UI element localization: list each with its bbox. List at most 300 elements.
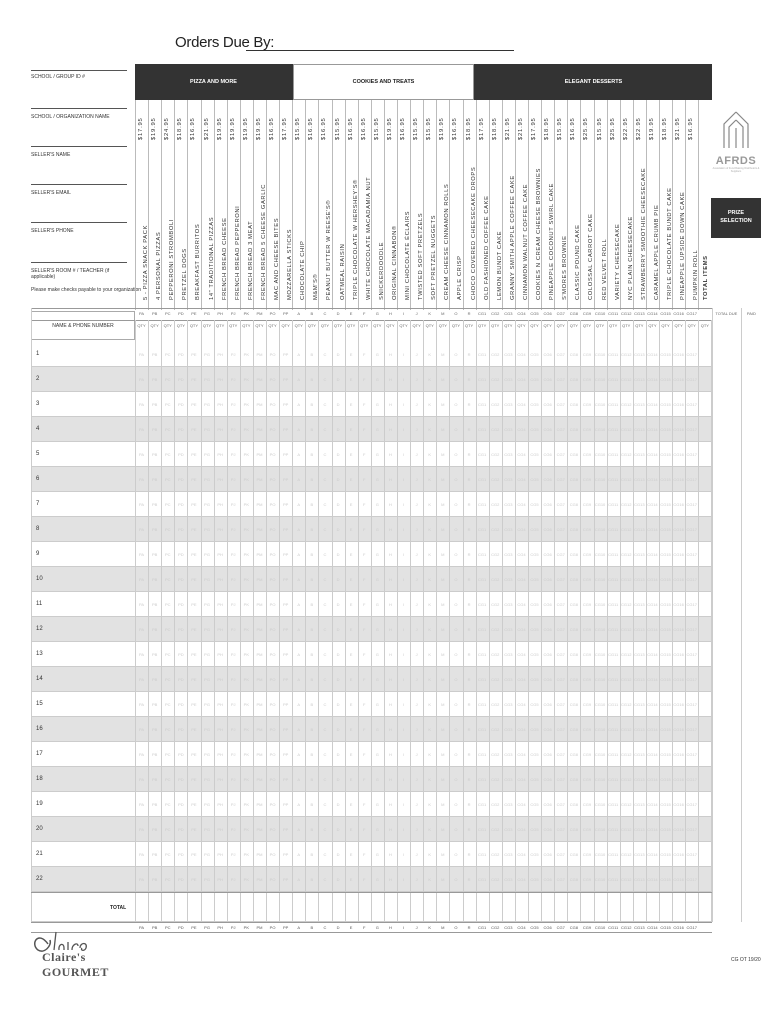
qty-cell[interactable]: K <box>428 501 432 507</box>
qty-cell[interactable]: PD <box>178 801 184 807</box>
qty-cell[interactable]: I <box>402 876 405 882</box>
qty-cell[interactable]: M <box>441 551 445 557</box>
qty-cell[interactable]: PK <box>243 701 250 707</box>
qty-cell[interactable]: PD <box>178 626 184 632</box>
qty-cell[interactable]: CG11 <box>608 601 619 607</box>
qty-cell[interactable]: PJ <box>230 351 236 357</box>
qty-cell[interactable]: PP <box>282 476 289 482</box>
qty-cell[interactable]: CG15 <box>660 376 671 382</box>
qty-cell[interactable]: PP <box>282 876 289 882</box>
qty-cell[interactable]: CG13 <box>634 751 645 757</box>
qty-cell[interactable]: CG17 <box>686 826 697 832</box>
qty-cell[interactable]: R <box>467 501 471 507</box>
qty-cell[interactable]: H <box>388 876 392 882</box>
qty-cell[interactable]: PD <box>178 501 184 507</box>
qty-cell[interactable]: PO <box>269 451 276 457</box>
qty-cell[interactable]: CG7 <box>556 776 565 782</box>
qty-cell[interactable]: PC <box>164 576 171 582</box>
qty-cell[interactable]: H <box>388 426 392 432</box>
qty-cell[interactable]: CG8 <box>569 776 578 782</box>
qty-cell[interactable]: PK <box>243 826 250 832</box>
qty-cell[interactable]: PK <box>243 426 250 432</box>
qty-cell[interactable]: CG11 <box>608 626 619 632</box>
seller-email-field[interactable] <box>31 184 127 185</box>
qty-cell[interactable]: D <box>336 401 340 407</box>
qty-cell[interactable]: CG12 <box>621 726 632 732</box>
qty-cell[interactable]: CG4 <box>517 451 526 457</box>
qty-cell[interactable]: PD <box>178 351 184 357</box>
qty-cell[interactable]: C <box>323 401 327 407</box>
qty-cell[interactable]: R <box>467 626 471 632</box>
qty-cell[interactable]: PJ <box>230 376 236 382</box>
qty-cell[interactable]: CG6 <box>543 526 552 532</box>
qty-cell[interactable]: A <box>297 426 301 432</box>
qty-cell[interactable]: CG2 <box>491 651 500 657</box>
qty-cell[interactable]: PH <box>217 676 223 682</box>
qty-cell[interactable]: E <box>349 876 353 882</box>
qty-cell[interactable]: H <box>388 451 392 457</box>
qty-cell[interactable]: F <box>363 501 366 507</box>
qty-cell[interactable]: A <box>297 601 301 607</box>
qty-cell[interactable]: CG5 <box>530 801 539 807</box>
qty-cell[interactable]: CG9 <box>582 751 592 757</box>
qty-cell[interactable]: CG1 <box>478 801 487 807</box>
qty-cell[interactable]: PB <box>151 476 158 482</box>
qty-cell[interactable]: K <box>428 476 432 482</box>
qty-cell[interactable]: CG17 <box>686 626 697 632</box>
qty-cell[interactable]: CG7 <box>556 576 565 582</box>
qty-cell[interactable]: A <box>297 476 301 482</box>
qty-cell[interactable]: PA <box>139 501 145 507</box>
qty-cell[interactable]: CG1 <box>478 526 487 532</box>
qty-cell[interactable]: CG4 <box>517 551 526 557</box>
qty-cell[interactable]: E <box>349 751 353 757</box>
qty-cell[interactable]: CG11 <box>608 426 619 432</box>
qty-cell[interactable]: CG10 <box>594 626 606 632</box>
qty-cell[interactable]: PG <box>204 876 210 882</box>
qty-cell[interactable]: G <box>375 476 379 482</box>
qty-cell[interactable]: PG <box>204 476 210 482</box>
qty-cell[interactable]: PO <box>269 776 276 782</box>
qty-cell[interactable]: F <box>363 751 366 757</box>
qty-cell[interactable]: CG3 <box>504 351 513 357</box>
qty-cell[interactable]: R <box>467 601 471 607</box>
qty-cell[interactable]: CG17 <box>686 451 697 457</box>
qty-cell[interactable]: PP <box>282 526 289 532</box>
qty-cell[interactable]: PK <box>243 526 250 532</box>
qty-cell[interactable]: PO <box>269 751 276 757</box>
qty-cell[interactable]: I <box>402 426 405 432</box>
qty-cell[interactable]: G <box>375 501 379 507</box>
qty-cell[interactable]: R <box>467 426 471 432</box>
qty-cell[interactable]: D <box>336 651 340 657</box>
qty-cell[interactable]: CG13 <box>634 551 645 557</box>
qty-cell[interactable]: CG7 <box>556 501 565 507</box>
qty-cell[interactable]: CG2 <box>491 401 500 407</box>
qty-cell[interactable]: PA <box>139 801 145 807</box>
qty-cell[interactable]: I <box>402 451 405 457</box>
qty-cell[interactable]: M <box>441 826 445 832</box>
qty-cell[interactable]: CG7 <box>556 876 565 882</box>
qty-cell[interactable]: CG13 <box>634 851 645 857</box>
qty-cell[interactable]: CG7 <box>556 351 565 357</box>
qty-cell[interactable]: CG13 <box>634 776 645 782</box>
qty-cell[interactable]: K <box>428 426 432 432</box>
qty-cell[interactable]: CG17 <box>686 401 697 407</box>
qty-cell[interactable]: CG4 <box>517 601 526 607</box>
qty-cell[interactable]: CG16 <box>673 576 684 582</box>
qty-cell[interactable]: PA <box>139 476 145 482</box>
qty-cell[interactable]: CG8 <box>569 401 578 407</box>
qty-cell[interactable]: CG12 <box>621 626 632 632</box>
qty-cell[interactable]: O <box>454 526 458 532</box>
qty-cell[interactable]: R <box>467 376 471 382</box>
qty-cell[interactable]: G <box>375 376 379 382</box>
seller-phone-field[interactable] <box>31 222 127 223</box>
qty-cell[interactable]: D <box>336 726 340 732</box>
qty-cell[interactable]: H <box>388 701 392 707</box>
qty-cell[interactable]: PP <box>282 451 289 457</box>
qty-cell[interactable]: G <box>375 876 379 882</box>
qty-cell[interactable]: CG17 <box>686 351 697 357</box>
qty-cell[interactable]: CG9 <box>582 576 592 582</box>
qty-cell[interactable]: CG6 <box>543 576 552 582</box>
qty-cell[interactable]: CG10 <box>594 376 606 382</box>
qty-cell[interactable]: PB <box>151 726 158 732</box>
qty-cell[interactable]: PO <box>269 426 276 432</box>
qty-cell[interactable]: CG9 <box>582 801 592 807</box>
qty-cell[interactable]: CG11 <box>608 876 619 882</box>
qty-cell[interactable]: PA <box>139 401 145 407</box>
qty-cell[interactable]: CG14 <box>647 876 658 882</box>
qty-cell[interactable]: PB <box>151 451 158 457</box>
qty-cell[interactable]: O <box>454 751 458 757</box>
qty-cell[interactable]: C <box>323 551 327 557</box>
seller-room-field[interactable] <box>31 262 127 263</box>
qty-cell[interactable]: D <box>336 676 340 682</box>
qty-cell[interactable]: H <box>388 801 392 807</box>
qty-cell[interactable]: CG17 <box>686 726 697 732</box>
qty-cell[interactable]: O <box>454 401 458 407</box>
seller-name-field[interactable] <box>31 146 127 147</box>
qty-cell[interactable]: CG16 <box>673 776 684 782</box>
qty-cell[interactable]: CG9 <box>582 601 592 607</box>
qty-cell[interactable]: PD <box>178 401 184 407</box>
qty-cell[interactable]: CG4 <box>517 426 526 432</box>
qty-cell[interactable]: CG1 <box>478 476 487 482</box>
qty-cell[interactable]: F <box>363 726 366 732</box>
qty-cell[interactable]: A <box>297 726 301 732</box>
qty-cell[interactable]: M <box>441 576 445 582</box>
qty-cell[interactable]: CG1 <box>478 426 487 432</box>
qty-cell[interactable]: CG3 <box>504 551 513 557</box>
qty-cell[interactable]: PH <box>217 876 223 882</box>
qty-cell[interactable]: B <box>310 751 314 757</box>
qty-cell[interactable]: E <box>349 351 353 357</box>
qty-cell[interactable]: CG6 <box>543 876 552 882</box>
qty-cell[interactable]: PJ <box>230 526 236 532</box>
qty-cell[interactable]: CG13 <box>634 401 645 407</box>
qty-cell[interactable]: CG14 <box>647 376 658 382</box>
qty-cell[interactable]: I <box>402 651 405 657</box>
qty-cell[interactable]: PM <box>256 376 263 382</box>
qty-cell[interactable]: CG3 <box>504 726 513 732</box>
qty-cell[interactable]: CG10 <box>594 801 606 807</box>
qty-cell[interactable]: B <box>310 626 314 632</box>
qty-cell[interactable]: J <box>415 826 418 832</box>
qty-cell[interactable]: CG1 <box>478 676 487 682</box>
qty-cell[interactable]: K <box>428 876 432 882</box>
qty-cell[interactable]: D <box>336 626 340 632</box>
qty-cell[interactable]: R <box>467 451 471 457</box>
qty-cell[interactable]: PM <box>256 426 263 432</box>
qty-cell[interactable]: G <box>375 701 379 707</box>
qty-cell[interactable]: F <box>363 426 366 432</box>
qty-cell[interactable]: PK <box>243 676 250 682</box>
qty-cell[interactable]: K <box>428 751 432 757</box>
qty-cell[interactable]: CG8 <box>569 726 578 732</box>
qty-cell[interactable]: CG15 <box>660 526 671 532</box>
qty-cell[interactable]: J <box>415 801 418 807</box>
qty-cell[interactable]: CG17 <box>686 701 697 707</box>
qty-cell[interactable]: CG2 <box>491 576 500 582</box>
qty-cell[interactable]: PK <box>243 351 250 357</box>
qty-cell[interactable]: I <box>402 751 405 757</box>
qty-cell[interactable]: PH <box>217 626 223 632</box>
qty-cell[interactable]: CG5 <box>530 451 539 457</box>
qty-cell[interactable]: PP <box>282 851 289 857</box>
qty-cell[interactable]: CG16 <box>673 501 684 507</box>
qty-cell[interactable]: CG8 <box>569 526 578 532</box>
qty-cell[interactable]: A <box>297 451 301 457</box>
qty-cell[interactable]: J <box>415 426 418 432</box>
qty-cell[interactable]: CG13 <box>634 476 645 482</box>
qty-cell[interactable]: CG11 <box>608 576 619 582</box>
qty-cell[interactable]: CG17 <box>686 551 697 557</box>
qty-cell[interactable]: CG7 <box>556 451 565 457</box>
qty-cell[interactable]: F <box>363 651 366 657</box>
qty-cell[interactable]: R <box>467 826 471 832</box>
qty-cell[interactable]: CG5 <box>530 876 539 882</box>
qty-cell[interactable]: CG7 <box>556 851 565 857</box>
qty-cell[interactable]: PB <box>151 551 158 557</box>
qty-cell[interactable]: I <box>402 626 405 632</box>
qty-cell[interactable]: CG1 <box>478 451 487 457</box>
qty-cell[interactable]: PG <box>204 426 210 432</box>
qty-cell[interactable]: D <box>336 451 340 457</box>
qty-cell[interactable]: M <box>441 751 445 757</box>
qty-cell[interactable]: CG12 <box>621 401 632 407</box>
qty-cell[interactable]: O <box>454 876 458 882</box>
qty-cell[interactable]: PM <box>256 576 263 582</box>
qty-cell[interactable]: PO <box>269 826 276 832</box>
qty-cell[interactable]: PG <box>204 676 210 682</box>
qty-cell[interactable]: PH <box>217 501 223 507</box>
qty-cell[interactable]: F <box>363 576 366 582</box>
qty-cell[interactable]: CG14 <box>647 626 658 632</box>
qty-cell[interactable]: I <box>402 776 405 782</box>
qty-cell[interactable]: CG2 <box>491 751 500 757</box>
qty-cell[interactable]: CG17 <box>686 801 697 807</box>
qty-cell[interactable]: CG7 <box>556 426 565 432</box>
qty-cell[interactable]: CG16 <box>673 376 684 382</box>
qty-cell[interactable]: PK <box>243 751 250 757</box>
qty-cell[interactable]: PD <box>178 876 184 882</box>
qty-cell[interactable]: CG11 <box>608 701 619 707</box>
qty-cell[interactable]: PG <box>204 351 210 357</box>
qty-cell[interactable]: PC <box>164 751 171 757</box>
qty-cell[interactable]: PH <box>217 601 223 607</box>
qty-cell[interactable]: H <box>388 776 392 782</box>
qty-cell[interactable]: K <box>428 526 432 532</box>
qty-cell[interactable]: PD <box>178 826 184 832</box>
qty-cell[interactable]: CG7 <box>556 801 565 807</box>
orders-due-line[interactable] <box>246 50 514 51</box>
qty-cell[interactable]: CG2 <box>491 851 500 857</box>
qty-cell[interactable]: D <box>336 801 340 807</box>
qty-cell[interactable]: A <box>297 751 301 757</box>
qty-cell[interactable]: G <box>375 726 379 732</box>
qty-cell[interactable]: CG1 <box>478 376 487 382</box>
qty-cell[interactable]: CG17 <box>686 751 697 757</box>
qty-cell[interactable]: PP <box>282 676 289 682</box>
qty-cell[interactable]: PH <box>217 376 223 382</box>
qty-cell[interactable]: F <box>363 676 366 682</box>
qty-cell[interactable]: CG5 <box>530 826 539 832</box>
qty-cell[interactable]: PH <box>217 651 223 657</box>
qty-cell[interactable]: I <box>402 701 405 707</box>
qty-cell[interactable]: PH <box>217 751 223 757</box>
qty-cell[interactable]: CG9 <box>582 351 592 357</box>
qty-cell[interactable]: K <box>428 651 432 657</box>
qty-cell[interactable]: I <box>402 551 405 557</box>
qty-cell[interactable]: PM <box>256 401 263 407</box>
qty-cell[interactable]: E <box>349 851 353 857</box>
qty-cell[interactable]: CG10 <box>594 876 606 882</box>
qty-cell[interactable]: CG3 <box>504 876 513 882</box>
qty-cell[interactable]: PA <box>139 726 145 732</box>
qty-cell[interactable]: CG16 <box>673 426 684 432</box>
qty-cell[interactable]: CG3 <box>504 451 513 457</box>
qty-cell[interactable]: PE <box>191 476 197 482</box>
qty-cell[interactable]: B <box>310 676 314 682</box>
qty-cell[interactable]: PG <box>204 851 210 857</box>
qty-cell[interactable]: B <box>310 401 314 407</box>
qty-cell[interactable]: PB <box>151 776 158 782</box>
qty-cell[interactable]: PP <box>282 751 289 757</box>
qty-cell[interactable]: CG11 <box>608 501 619 507</box>
qty-cell[interactable]: CG9 <box>582 476 592 482</box>
qty-cell[interactable]: CG11 <box>608 826 619 832</box>
qty-cell[interactable]: O <box>454 601 458 607</box>
qty-cell[interactable]: CG12 <box>621 801 632 807</box>
qty-cell[interactable]: O <box>454 826 458 832</box>
qty-cell[interactable]: B <box>310 526 314 532</box>
qty-cell[interactable]: F <box>363 376 366 382</box>
qty-cell[interactable]: PD <box>178 526 184 532</box>
qty-cell[interactable]: PJ <box>230 826 236 832</box>
qty-cell[interactable]: PE <box>191 526 197 532</box>
qty-cell[interactable]: CG1 <box>478 876 487 882</box>
qty-cell[interactable]: PA <box>139 851 145 857</box>
qty-cell[interactable]: O <box>454 651 458 657</box>
qty-cell[interactable]: CG8 <box>569 601 578 607</box>
qty-cell[interactable]: CG10 <box>594 601 606 607</box>
qty-cell[interactable]: K <box>428 776 432 782</box>
qty-cell[interactable]: CG4 <box>517 801 526 807</box>
qty-cell[interactable]: CG1 <box>478 626 487 632</box>
qty-cell[interactable]: CG13 <box>634 426 645 432</box>
qty-cell[interactable]: E <box>349 701 353 707</box>
qty-cell[interactable]: PJ <box>230 401 236 407</box>
qty-cell[interactable]: CG7 <box>556 626 565 632</box>
qty-cell[interactable]: M <box>441 801 445 807</box>
qty-cell[interactable]: C <box>323 426 327 432</box>
qty-cell[interactable]: CG8 <box>569 851 578 857</box>
qty-cell[interactable]: CG16 <box>673 551 684 557</box>
qty-cell[interactable]: CG1 <box>478 726 487 732</box>
qty-cell[interactable]: CG6 <box>543 826 552 832</box>
qty-cell[interactable]: M <box>441 776 445 782</box>
qty-cell[interactable]: PD <box>178 426 184 432</box>
qty-cell[interactable]: PK <box>243 651 250 657</box>
qty-cell[interactable]: PC <box>164 801 171 807</box>
qty-cell[interactable]: R <box>467 476 471 482</box>
qty-cell[interactable]: C <box>323 376 327 382</box>
qty-cell[interactable]: M <box>441 351 445 357</box>
qty-cell[interactable]: CG10 <box>594 401 606 407</box>
qty-cell[interactable]: I <box>402 351 405 357</box>
qty-cell[interactable]: R <box>467 851 471 857</box>
qty-cell[interactable]: PB <box>151 851 158 857</box>
qty-cell[interactable]: CG12 <box>621 701 632 707</box>
qty-cell[interactable]: PE <box>191 701 197 707</box>
qty-cell[interactable]: CG4 <box>517 751 526 757</box>
qty-cell[interactable]: B <box>310 801 314 807</box>
qty-cell[interactable]: CG14 <box>647 751 658 757</box>
qty-cell[interactable]: PD <box>178 476 184 482</box>
qty-cell[interactable]: PA <box>139 451 145 457</box>
qty-cell[interactable]: R <box>467 676 471 682</box>
qty-cell[interactable]: G <box>375 651 379 657</box>
qty-cell[interactable]: PJ <box>230 751 236 757</box>
qty-cell[interactable]: CG6 <box>543 401 552 407</box>
qty-cell[interactable]: E <box>349 726 353 732</box>
qty-cell[interactable]: CG7 <box>556 676 565 682</box>
qty-cell[interactable]: CG10 <box>594 676 606 682</box>
qty-cell[interactable]: CG11 <box>608 451 619 457</box>
qty-cell[interactable]: D <box>336 826 340 832</box>
qty-cell[interactable]: PP <box>282 726 289 732</box>
qty-cell[interactable]: K <box>428 376 432 382</box>
qty-cell[interactable]: E <box>349 426 353 432</box>
qty-cell[interactable]: CG17 <box>686 676 697 682</box>
qty-cell[interactable]: PK <box>243 801 250 807</box>
qty-cell[interactable]: CG3 <box>504 526 513 532</box>
qty-cell[interactable]: PC <box>164 651 171 657</box>
qty-cell[interactable]: CG6 <box>543 451 552 457</box>
qty-cell[interactable]: CG15 <box>660 401 671 407</box>
qty-cell[interactable]: C <box>323 501 327 507</box>
qty-cell[interactable]: PP <box>282 501 289 507</box>
qty-cell[interactable]: CG8 <box>569 676 578 682</box>
qty-cell[interactable]: PC <box>164 626 171 632</box>
qty-cell[interactable]: CG1 <box>478 701 487 707</box>
qty-cell[interactable]: I <box>402 726 405 732</box>
qty-cell[interactable]: CG6 <box>543 851 552 857</box>
qty-cell[interactable]: CG15 <box>660 801 671 807</box>
qty-cell[interactable]: PC <box>164 376 171 382</box>
